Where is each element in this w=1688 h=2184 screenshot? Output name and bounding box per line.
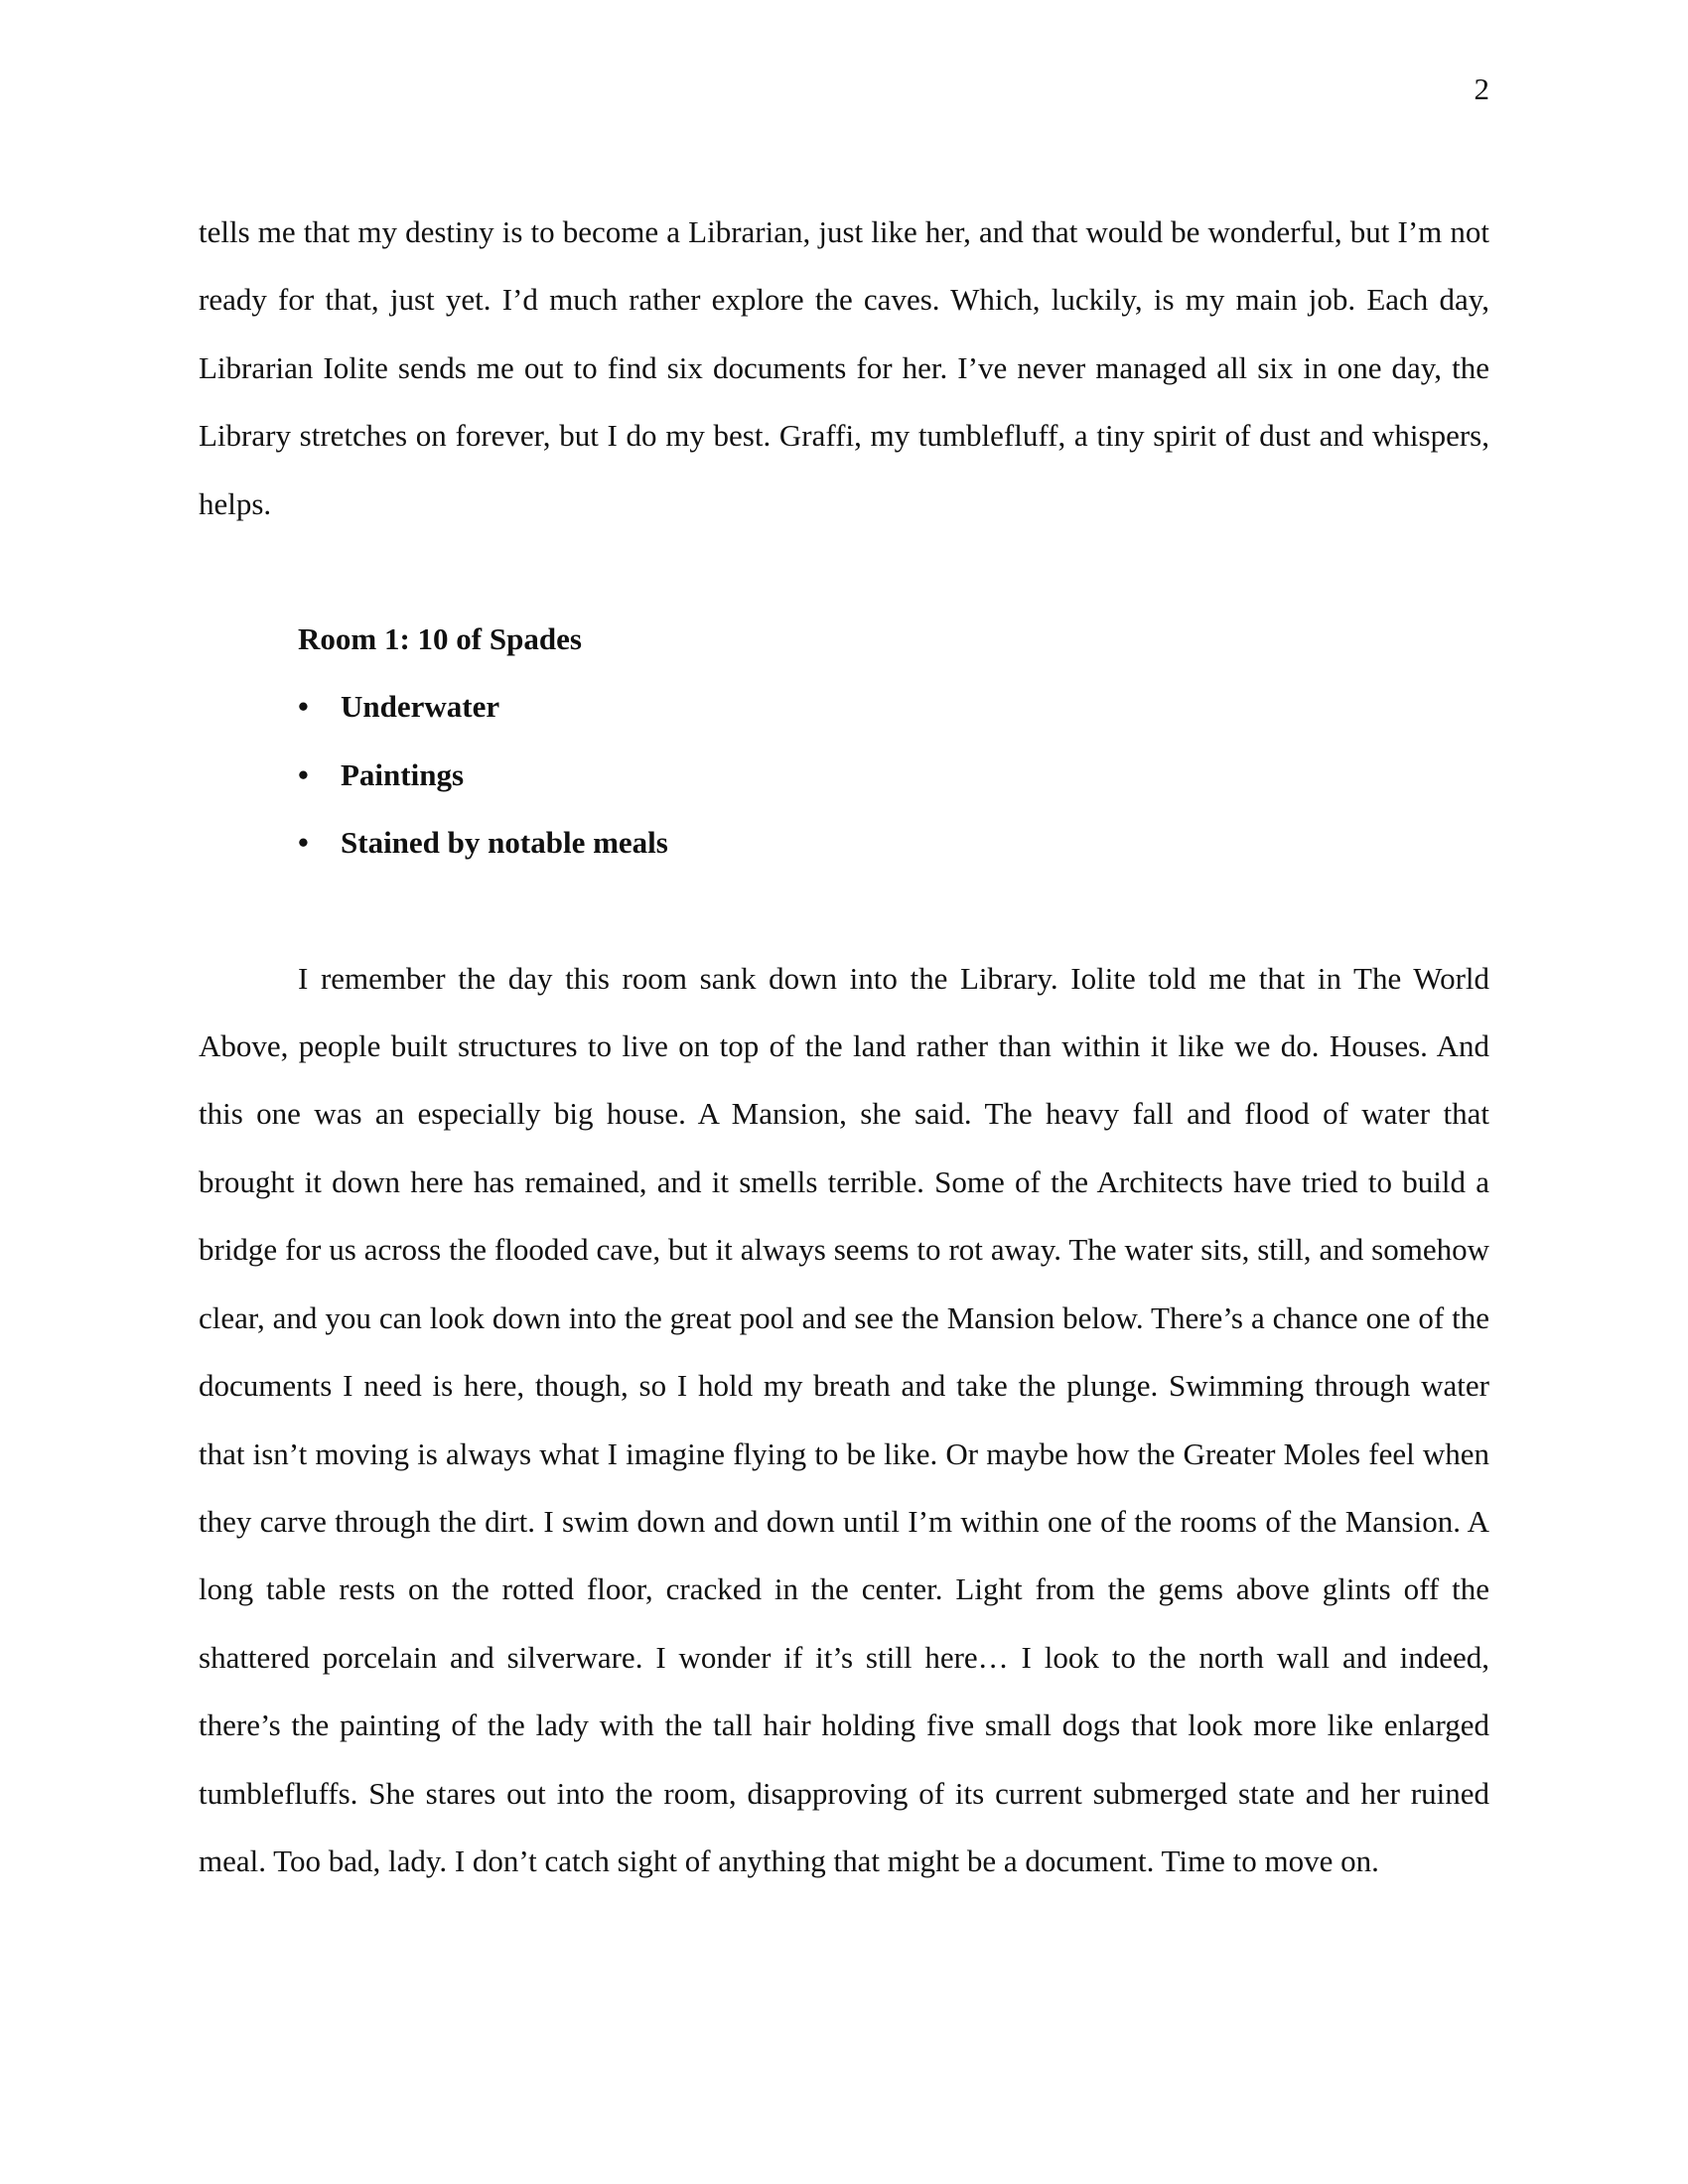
room-attributes-list: [298, 673, 1489, 877]
bullet-icon: •: [298, 825, 309, 861]
room-heading: Room 1: 10 of Spades: [298, 621, 582, 657]
intro-paragraph: tells me that my destiny is to become a Librarian, just like her, and that would be wonderful, but I’m not ready for that, just yet. I’d much rather explore the caves. Which, luckily, is my main job. Each day, Librarian Iolite sends me out to find six documents for her. I’ve never managed all six in one day, the Library stretches on forever, but I do my best. Graffi, my tumblefluff, a tiny spirit of dust and whispers, helps.: [199, 214, 1489, 521]
list-item: [298, 673, 1489, 741]
bullet-icon: •: [298, 689, 309, 725]
bullet-icon: •: [298, 756, 309, 792]
page-number: 2: [1474, 71, 1489, 106]
list-item-label: Paintings: [341, 756, 465, 792]
list-item-label: Stained by notable meals: [341, 825, 668, 861]
body-paragraph: I remember the day this room sank down into the Library. Iolite told me that in The World Above, people built structures to live on top of the land rather than within it like we do. Houses. And this one was an especially big house. A Mansion, she said. The heavy fall and flood of water that brought it down here has remained, and it smells terrible. Some of the Architects have tried to build a bridge for us across the flooded cave, but it always seems to rot away. The water sits, still, and somehow clear, and you can look down into the great pool and see the Mansion below. There’s a chance one of the documents I need is here, though, so I hold my breath and take the plunge. Swimming through water that isn’t moving is always what I imagine flying to be like. Or maybe how the Greater Moles feel when they carve through the dirt. I swim down and down until I’m within one of the rooms of the Mansion. A long table rests on the rotted floor, cracked in the center. Light from the gems above glints off the shattered porcelain and silverware. I wonder if it’s still here… I look to the north wall and indeed, there’s the painting of the lady with the tall hair holding five small dogs that look more like enlarged tumblefluffs. She stares out into the room, disapproving of its current submerged state and her ruined meal. Too bad, lady. I don’t catch sight of anything that might be a document. Time to move on.: [199, 960, 1489, 1878]
document-body: [199, 199, 1489, 1895]
list-item: [298, 742, 1489, 809]
list-item: [298, 809, 1489, 877]
list-item-label: Underwater: [341, 689, 500, 725]
